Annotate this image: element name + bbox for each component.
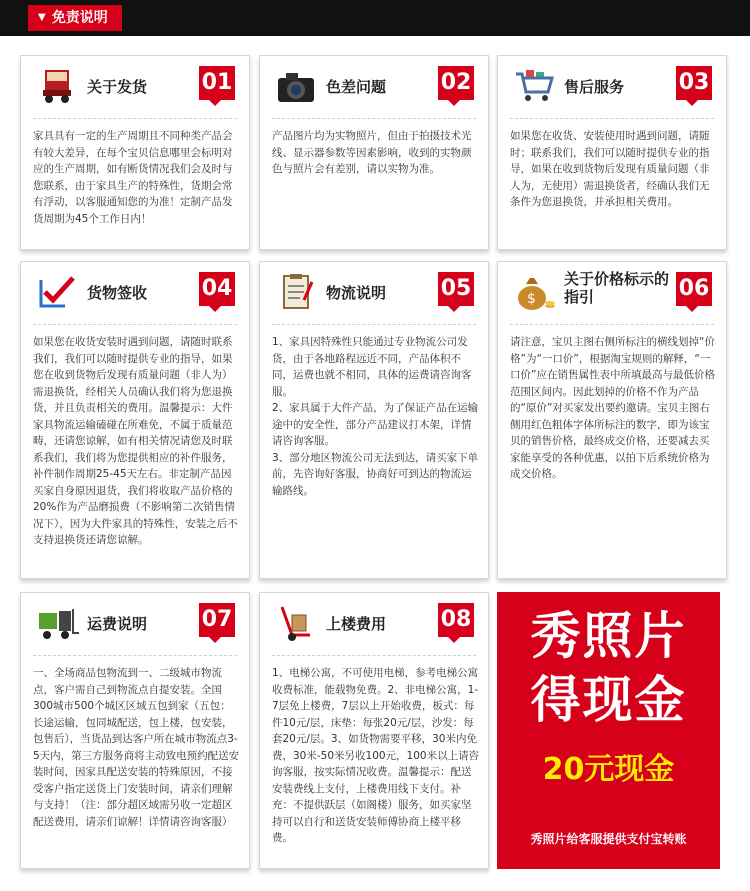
triangle-down-icon: ▼ bbox=[38, 12, 46, 23]
promo-headline-2: 得现金 bbox=[530, 671, 687, 729]
photo-cash-promo-banner[interactable] bbox=[497, 592, 720, 869]
card-upstairs-fee bbox=[259, 592, 489, 869]
card-body bbox=[33, 334, 241, 549]
card-number-badge: 07 bbox=[199, 603, 235, 637]
card-body bbox=[510, 128, 718, 211]
card-paragraph: 家具具有一定的生产周期且不同种类产品会有较大差异，在每个宝贝信息哪里会标明对应的生产周期，如有断货情况我们会及时与您联系，由于家具生产的特殊性，货期会常有浮动，以客服通知您的为准！定制产品发货周期为45个工作日内！ bbox=[33, 130, 233, 225]
shopping-cart-icon bbox=[512, 66, 556, 106]
card-title: 物流说明 bbox=[326, 284, 387, 302]
card-title: 色差问题 bbox=[326, 78, 387, 96]
card-paragraph: 请注意，宝贝主图右侧所标注的横线划掉“价格”为“一口价”，根据淘宝规则的解释，“一口价”应在销售属性表中所填最高与最低价格范围区间内。因此划掉的价格不作为产品的“原价”对买家发出要约邀请。宝贝主图右侧用红色粗体字体所标注的数字，即为该宝贝的销售价格，最终成交价格，还要减去买家能享受的各种优惠，以拍下后系统价格为成交价格。 bbox=[510, 336, 715, 480]
card-after-sales bbox=[497, 55, 727, 250]
delivery-truck-icon bbox=[35, 66, 79, 106]
promo-footer: 秀照片给客服提供支付宝转账 bbox=[530, 832, 687, 846]
card-logistics bbox=[259, 261, 489, 579]
promo-amount: 20元现金 bbox=[542, 752, 675, 787]
card-shipping-fee bbox=[20, 592, 250, 869]
top-bar bbox=[0, 0, 750, 36]
card-number-badge: 06 bbox=[676, 272, 712, 306]
disclaimer-tab-label: 免责说明 bbox=[51, 10, 108, 26]
divider bbox=[510, 118, 714, 119]
card-number-badge: 08 bbox=[438, 603, 474, 637]
card-paragraph: 如果您在收货安装时遇到问题，请随时联系我们，我们可以随时提供专业的指导，如果您在收到货物后发现有质量问题（非人为）需退换货，经相关人员确认我们将为您退换货，并且负责相关的费用。温馨提示：大件家具物流运输磕碰在所难免，不属于质量范畴，还请您谅解，如有相关情况请您及时联系我们，我们将为您提供相应的补件服务，补件制作周期25-45天左右。非定制产品因买家自身原因退货，我们将收取产品价格的20%作为产品磨损费（不影响第二次销售情况下），因为大件家具的特殊性，安装之后不支持退换货还请您谅解。 bbox=[33, 336, 238, 546]
card-shipping bbox=[20, 55, 250, 250]
card-number-badge: 04 bbox=[199, 272, 235, 306]
forklift-icon bbox=[35, 603, 79, 643]
card-number-badge: 01 bbox=[199, 66, 235, 100]
money-bag-icon bbox=[512, 272, 556, 312]
card-body bbox=[510, 334, 718, 483]
divider bbox=[510, 324, 714, 325]
card-title: 关于发货 bbox=[87, 78, 148, 96]
card-paragraph: 1、电梯公寓，不可使用电梯，参考电梯公寓收费标准，能载物免费。2、非电梯公寓，1-7层免上楼费，7层以上开始收费，板式：每件10元/层，床垫：每张20元/层，沙发：每套20元/层。3、如货物需要平移，30米内免费，30米-50米另收100元，100米以上请咨询客服，按实际情况收费。温馨提示：配送安装费线上支付，上楼费用线下支付。补充：不提供跃层（如阁楼）服务，如买家坚持可以自行和送货安装师傅协商上楼平移费。 bbox=[272, 667, 480, 844]
card-title: 上楼费用 bbox=[326, 615, 387, 633]
card-number-badge: 02 bbox=[438, 66, 474, 100]
card-title: 售后服务 bbox=[564, 78, 625, 96]
card-title: 运费说明 bbox=[87, 615, 148, 633]
card-paragraph: 3、部分地区物流公司无法到达，请买家下单前，先咨询好客服，协商好可到达的物流运输路线。 bbox=[272, 451, 479, 497]
card-pricing bbox=[497, 261, 727, 579]
camera-icon bbox=[274, 66, 318, 106]
svg-text:$: $ bbox=[527, 291, 536, 307]
divider bbox=[33, 655, 237, 656]
card-body bbox=[33, 665, 241, 830]
checkmark-icon bbox=[35, 272, 79, 312]
card-body bbox=[272, 128, 480, 178]
card-number-badge: 05 bbox=[438, 272, 474, 306]
card-title: 货物签收 bbox=[87, 284, 148, 302]
card-body bbox=[272, 665, 480, 847]
card-paragraph: 2、家具属于大件产品，为了保证产品在运输途中的安全性，部分产品建议打木架，详情请咨询客服。 bbox=[272, 402, 479, 447]
divider bbox=[33, 118, 237, 119]
clipboard-icon bbox=[274, 272, 318, 312]
card-receipt bbox=[20, 261, 250, 579]
promo-headline-1: 秀照片 bbox=[530, 607, 687, 665]
card-paragraph: 如果您在收货、安装使用时遇到问题，请随时；联系我们，我们可以随时提供专业的指导，如果在收到货物后发现有质量问题（非人为，无使用）需退换货者，经确认我们无条件为您退换货，并承担相关费用。 bbox=[510, 130, 710, 208]
card-paragraph: 一、全场商品包物流到一、二级城市物流点，客户需自己到物流点自提安装。全国300城市500个城区区域五包到家（五包：长途运输，包同城配送，包上楼，包安装，包售后），当货品到达客户所在城市物流点3-5天内，第三方服务商将主动致电预约配送安装时间，因家具配送安装的特殊原因，不接受客户指定送货上门安装时间，请亲们理解与支持！（注：部分超区域需另收一定超区配送费用，请亲们谅解！详情请咨询客服） bbox=[33, 667, 240, 828]
card-color-difference bbox=[259, 55, 489, 250]
card-number-badge: 03 bbox=[676, 66, 712, 100]
card-paragraph: 1、家具因特殊性只能通过专业物流公司发货，由于各地路程远近不同，产品体积不同，运费也就不相同，具体的运费请咨询客服。 bbox=[272, 336, 472, 398]
hand-truck-icon bbox=[274, 603, 318, 643]
divider bbox=[272, 324, 476, 325]
card-body bbox=[33, 128, 241, 227]
disclaimer-tab[interactable] bbox=[28, 5, 122, 31]
card-paragraph: 产品图片均为实物照片，但由于拍摄技术光线、显示器参数等因素影响，收到的实物颜色与照片会有差别，请以实物为准。 bbox=[272, 130, 472, 175]
divider bbox=[272, 118, 476, 119]
card-title: 关于价格标示的指引 bbox=[564, 270, 670, 306]
divider bbox=[272, 655, 476, 656]
divider bbox=[33, 324, 237, 325]
card-body bbox=[272, 334, 480, 499]
